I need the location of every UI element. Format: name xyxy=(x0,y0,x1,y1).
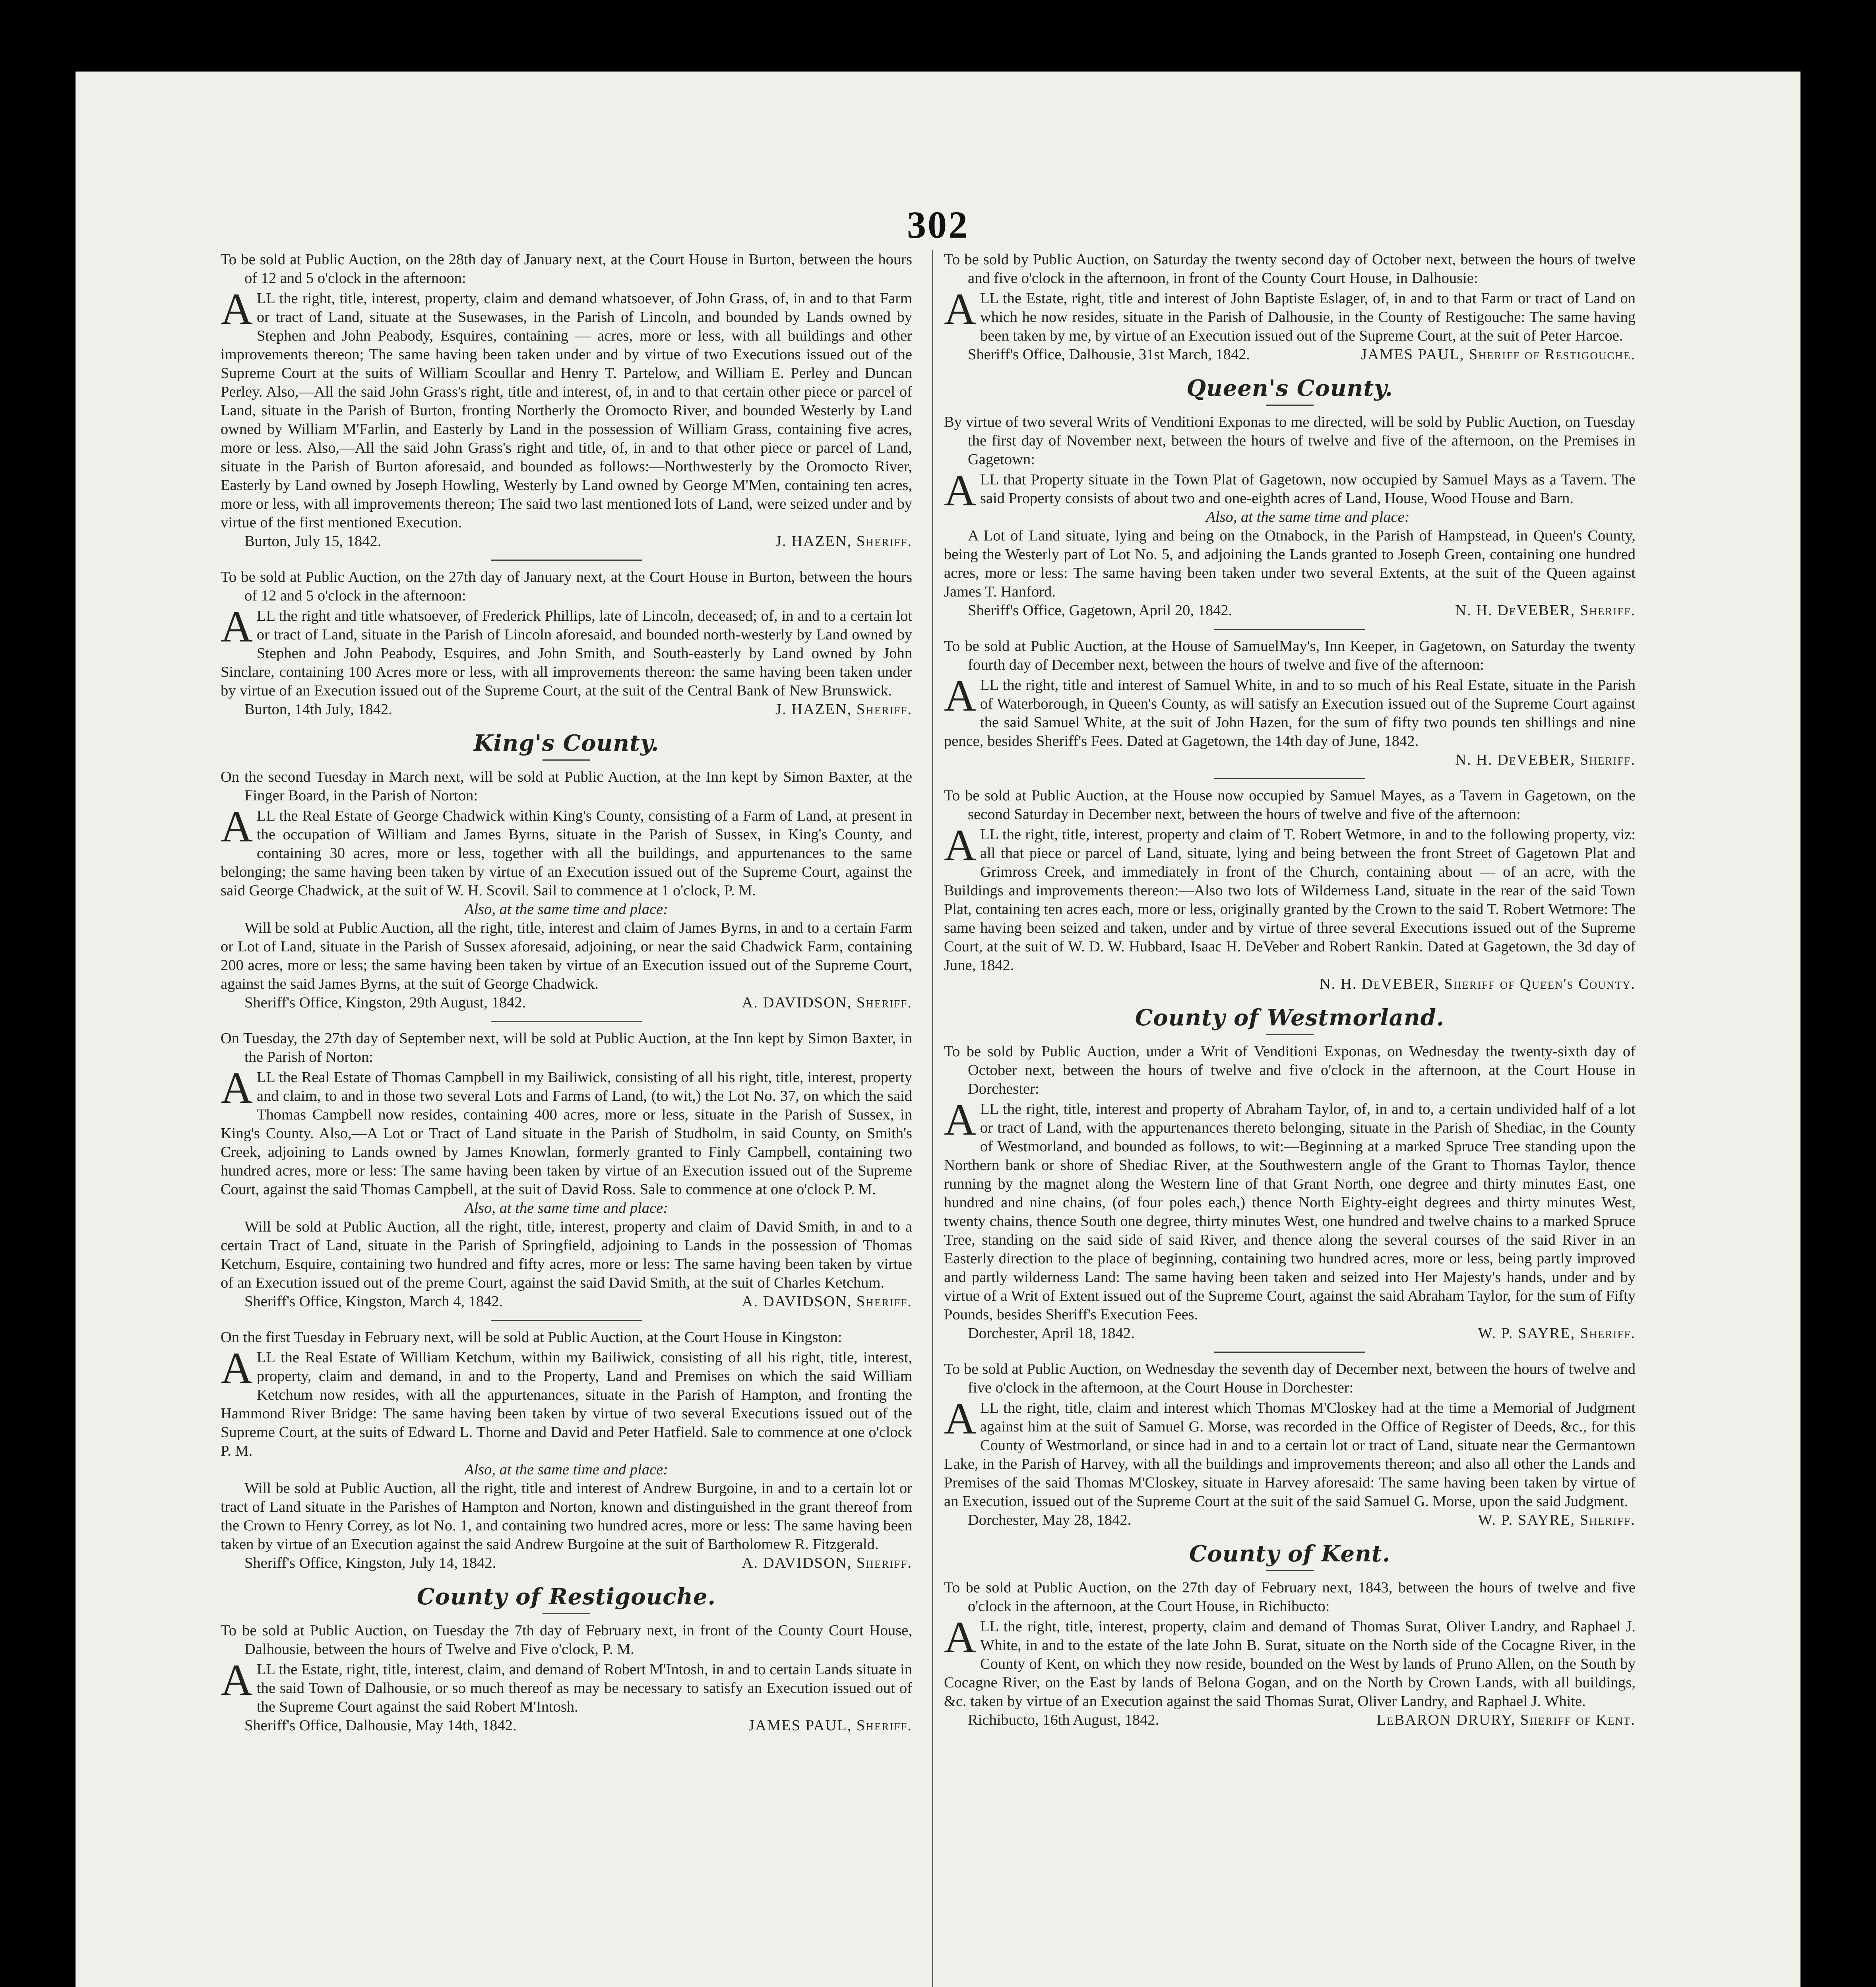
sheriff-signature: A. DAVIDSON, Sheriff. xyxy=(742,994,912,1011)
legal-notice xyxy=(221,1621,912,1735)
newspaper-page xyxy=(76,72,1800,1987)
notice-date: Dorchester, April 18, 1842. xyxy=(968,1325,1135,1342)
notice-intro: To be sold at Public Auction, at the House of SamuelMay's, Inn Keeper, in Gagetown, on Saturday the twenty fourth day of December next, between the hours of twelve and five of the afternoon: xyxy=(944,638,1636,673)
notice-body: ALL the Estate, right, title, interest, claim, and demand of Robert M'Intosh, in and to certain Lands situate in the said Town of Dalhousie, or so much thereof as may be necessary to satisfy an Execution issued out of the Supreme Court against the said Robert M'Intosh. xyxy=(221,1656,912,1715)
notice-extra: Will be sold at Public Auction, all the right, title and interest of Andrew Burgoine, in and to a certain lot or tract of Land situate in the Parishes of Hampton and Norton, known and distinguished in the grant thereof from the Crown to Henry Correy, as lot No. 1, and containing two hundred acres, more or less: The same having been taken by virtue of an Execution against the said Andrew Burgoine at the suit of Bartholomew R. Fitzgerald. xyxy=(221,1480,912,1553)
notice-body: ALL the Real Estate of Thomas Campbell in my Bailiwick, consisting of all his right, title, interest, property and claim, to and in those two several Lots and Farms of Land, (to wit,) the Lot No. 37, on which the said Thomas Campbell now resides, containing 400 acres, more or less, situate in the Parish of Sussex, in King's County. Also,—A Lot or Tract of Land situate in the Parish of Studholm, in said County, on Smith's Creek, adjoining to Lands owned by James Knowlan, formerly granted to Finly Campbell, containing two hundred acres, more or less: The same having been taken by virtue of an Execution issued out of the Supreme Court, against the said Thomas Campbell, at the suit of David Ross. Sale to commence at one o'clock P. M. xyxy=(221,1063,912,1198)
legal-notice xyxy=(944,250,1636,364)
also-line: Also, at the same time and place: xyxy=(464,1461,669,1478)
legal-notice xyxy=(221,1029,912,1311)
page-number: 302 xyxy=(907,203,969,246)
sheriff-signature: N. H. DeVEBER, Sheriff of Queen's County. xyxy=(1319,976,1636,992)
notice-separator xyxy=(1214,1352,1365,1353)
heading-rule xyxy=(543,759,590,761)
legal-notice xyxy=(944,413,1636,620)
notice-intro: To be sold at Public Auction, on Wednesday the seventh day of December next, between the hours of twelve and five o'clock in the afternoon, at the Court House in Dorchester: xyxy=(944,1361,1636,1396)
heading-rule xyxy=(1266,1570,1314,1571)
notice-body: ALL the right, title, interest, property, claim and demand whatsoever, of John Grass, of, in and to that Farm or tract of Land, situate at the Susewases, in the Parish of Lincoln, and bounded by Lands owned by Stephen and John Peabody, Esquires, containing — acres, more or less, with all buildings and other improvements thereon; The same having been taken under and by virtue of two Executions issued out of the Supreme Court at the suits of William Scoullar and Henry T. Partelow, and William E. Perley and Duncan Perley. Also,—All the said John Grass's right, title and interest, of, in and to that certain other piece or parcel of Land, situate in the Parish of Burton, fronting Northerly the Oromocto River, and bounded Westerly by Land owned by William M'Farlin, and Easterly by Land in the possession of William Grass, containing five acres, more or less. Also,—All the said John Grass's right and title, of, in and to that other piece or parcel of Land, situate in the Parish of Burton aforesaid, and bounded as follows:—Northwesterly by the Oromocto River, Easterly by Land owned by Joseph Howling, Westerly by Land owned by George M'Men, containing ten acres, more or less, with all improvements thereon; The said two last mentioned lots of Land, were seized under and by virtue of the first mentioned Execution. xyxy=(221,285,912,531)
sheriff-signature: N. H. DeVEBER, Sheriff. xyxy=(1455,751,1636,768)
legal-notice xyxy=(944,786,1636,993)
notice-date: Richibucto, 16th August, 1842. xyxy=(968,1712,1159,1728)
legal-notice xyxy=(221,250,912,551)
sheriff-signature: J. HAZEN, Sheriff. xyxy=(775,701,912,718)
notice-intro: On the second Tuesday in March next, will be sold at Public Auction, at the Inn kept by Simon Baxter, at the Finger Board, in the Parish of Norton: xyxy=(221,769,912,804)
notice-intro: By virtue of two several Writs of Venditioni Exponas to me directed, will be sold by Public Auction, on Tuesday the first day of November next, between the hours of twelve and five of the afternoon, on the Premises in Gagetown: xyxy=(944,414,1636,468)
notice-intro: On Tuesday, the 27th day of September next, will be sold at Public Auction, at the Inn kept by Simon Baxter, in the Parish of Norton: xyxy=(221,1030,912,1065)
notice-date: Burton, 14th July, 1842. xyxy=(244,701,392,718)
signature-row xyxy=(944,1711,1636,1729)
notice-extra: A Lot of Land situate, lying and being on the Otnabock, in the Parish of Hampstead, in Queen's County, being the Westerly part of Lot No. 5, and adjoining the Lands granted to Joseph Green, containing one hundred acres, more or less: The same having been taken under two several Extents, at the suit of the Queen against James T. Hanford. xyxy=(944,527,1636,600)
legal-notice xyxy=(944,1360,1636,1530)
notice-intro: To be sold at Public Auction, on the 28th day of January next, at the Court House in Burton, between the hours of 12 and 5 o'clock in the afternoon: xyxy=(221,251,912,287)
heading-rule xyxy=(1266,405,1314,406)
signature-row xyxy=(944,1324,1636,1343)
notice-date: Sheriff's Office, Kingston, July 14, 1842. xyxy=(244,1555,496,1571)
right-column xyxy=(944,250,1636,1987)
notice-date: Dorchester, May 28, 1842. xyxy=(968,1512,1132,1528)
notice-body: ALL the right, title, interest, property and claim of T. Robert Wetmore, in and to the following property, viz: all that piece or parcel of Land, situate, lying and being between the front Street of Gagetown Plat and Grimross Creek, and immediately in front of the Church, containing about — of an acre, with the Buildings and improvements thereon:—Also two lots of Wilderness Land, situate in the rear of the said Town Plat, containing ten acres each, more or less, originally granted by the Crown to the said T. Robert Wetmore: The same having been seized and taken, under and by virtue of three several Executions issued out of the Supreme Court, at the suit of W. D. W. Hubbard, Isaac H. DeVeber and Robert Rankin. Dated at Gagetown, the 3d day of June, 1842. xyxy=(944,821,1636,974)
also-line: Also, at the same time and place: xyxy=(464,901,669,918)
notice-separator xyxy=(491,560,642,561)
notice-date: Burton, July 15, 1842. xyxy=(244,533,382,550)
heading-rule xyxy=(543,1613,590,1614)
notice-body: ALL the right, title, interest, property, claim and demand of Thomas Surat, Oliver Landry, and Raphael J. White, in and to the estate of the late John B. Surat, situate on the North side of the Cocagne River, in the County of Kent, on which they now reside, bounded on the West by lands of Pruno Allen, on the South by Cocagne River, on the East by lands of Belona Gogan, and on the North by Crown Lands, with all buildings, &c. taken by virtue of an Execution against the said Thomas Surat, Oliver Landry, and Raphael J. White. xyxy=(944,1613,1636,1710)
notice-intro: To be sold by Public Auction, under a Writ of Venditioni Exponas, on Wednesday the twenty-sixth day of October next, between the hours of twelve and five o'clock in the afternoon, at the Court House in Dorchester: xyxy=(944,1043,1636,1097)
notice-body: ALL the Real Estate of George Chadwick within King's County, consisting of a Farm of Land, at present in the occupation of William and James Byrns, situate in the Parish of Sussex, in King's County, and containing 30 acres, more or less, together with all the buildings, and appurtenances to the same belonging; the same having been taken by virtue of an Execution issued out of the Supreme Court, against the said George Chadwick, at the suit of W. H. Scovil. Sail to commence at 1 o'clock, P. M. xyxy=(221,802,912,899)
notice-extra: Will be sold at Public Auction, all the right, title, interest and claim of James Byrns, in and to a certain Farm or Lot of Land, situate in the Parish of Sussex aforesaid, adjoining, or near the said Chadwick Farm, containing 200 acres, more or less; the same having been taken by virtue of an Execution issued out of the Supreme Court, against the said James Byrns, at the suit of George Chadwick. xyxy=(221,920,912,992)
sheriff-signature: W. P. SAYRE, Sheriff. xyxy=(1478,1512,1636,1528)
notice-intro: To be sold at Public Auction, on Tuesday the 7th day of February next, in front of the County Court House, Dalhousie, between the hours of Twelve and Five o'clock, P. M. xyxy=(221,1622,912,1658)
sheriff-signature: A. DAVIDSON, Sheriff. xyxy=(742,1293,912,1310)
county-heading: County of Restigouche. xyxy=(417,1584,716,1610)
sheriff-signature: A. DAVIDSON, Sheriff. xyxy=(742,1555,912,1571)
column-divider xyxy=(932,250,933,1987)
signature-row xyxy=(221,993,912,1012)
legal-notice xyxy=(221,768,912,1012)
notice-body: ALL the right and title whatsoever, of Frederick Phillips, late of Lincoln, deceased; of, in and to a certain lot or tract of Land, situate in the Parish of Lincoln aforesaid, and bounded north-westerly by Land owned by Stephen and John Peabody, Esquires, and John Smith, and South-easterly by Land owned by John Sinclare, containing 100 Acres more or less, with all improvements thereon: the same having been taken under by virtue of an Execution issued out of the Supreme Court, at the suit of the Central Bank of New Brunswick. xyxy=(221,602,912,699)
signature-row xyxy=(944,601,1636,620)
notice-separator xyxy=(1214,629,1365,630)
notice-date: Sheriff's Office, Gagetown, April 20, 1842. xyxy=(968,602,1233,619)
notice-body: ALL the right, title, claim and interest which Thomas M'Closkey had at the time a Memorial of Judgment against him at the suit of Samuel G. Morse, was recorded in the Office of Register of Deeds, &c., for this County of Westmorland, or since had in and to a certain lot or tract of Land, situate near the Germantown Lake, in the Parish of Harvey, with all the buildings and improvements thereon; and also all other the Lands and Premises of the said Thomas M'Closkey, situate in Harvey aforesaid: The same having been taken by virtue of an Execution, issued out of the Supreme Court at the suit of the said Samuel G. Morse, upon the said Judgment. xyxy=(944,1394,1636,1510)
notice-extra: Will be sold at Public Auction, all the right, title, interest, property and claim of David Smith, in and to a certain Tract of Land, situate in the Parish of Springfield, adjoining to Lands in the possession of Thomas Ketchum, Esquire, containing two hundred and fifty acres, more or less: The same having been taken by virtue of an Execution issued out of the preme Court, against the said David Smith, at the suit of Charles Ketchum. xyxy=(221,1218,912,1291)
notice-separator xyxy=(491,1021,642,1022)
notice-body: ALL the right, title, interest and property of Abraham Taylor, of, in and to, a certain undivided half of a lot or tract of Land, with the appurtenances thereto belonging, situate in the Parish of Shediac, in the County of Westmorland, and bounded as follows, to wit:—Beginning at a marked Spruce Tree standing upon the Northern bank or shore of Shediac River, at the Southwestern angle of the Grant to Thomas Taylor, thence running by the magnet along the Western line of that Grant North, one degree and thirty minutes East, one hundred and nine chains, (of four poles each,) thence North Eighty-eight degrees and thirty minutes West, twenty chains, thence South one degree, thirty minutes West, one hundred and twelve chains to a marked Spruce Tree, standing on the said side of said River, and thence along the several courses of the said River in an Easterly direction to the place of beginning, containing two hundred acres, more or less, being partly improved and partly wilderness Land: The same having been taken and seized into Her Majesty's hands, under and by virtue of a Writ of Extent issued out of the Supreme Court, against the said Abraham Taylor, for the sum of Fifty Pounds, besides Sheriff's Execution Fees. xyxy=(944,1095,1636,1323)
signature-row xyxy=(221,1292,912,1311)
legal-notice xyxy=(221,568,912,719)
sheriff-signature: N. H. DeVEBER, Sheriff. xyxy=(1455,602,1636,619)
notice-intro: To be sold at Public Auction, on the 27th day of January next, at the Court House in Burton, between the hours of 12 and 5 o'clock in the afternoon: xyxy=(221,569,912,604)
signature-row xyxy=(944,345,1636,364)
signature-row xyxy=(221,532,912,551)
county-heading: Queen's County. xyxy=(1186,375,1393,401)
notice-intro: On the first Tuesday in February next, will be sold at Public Auction, at the Court House in Kingston: xyxy=(221,1329,842,1346)
left-column xyxy=(221,250,912,1987)
notice-date: Sheriff's Office, Kingston, 29th August, 1842. xyxy=(244,994,526,1011)
also-line: Also, at the same time and place: xyxy=(1206,509,1410,525)
signature-row xyxy=(221,1716,912,1735)
county-heading: King's County. xyxy=(473,730,659,756)
notice-body: ALL that Property situate in the Town Plat of Gagetown, now occupied by Samuel Mays as a Tavern. The said Property consists of about two and one-eighth acres of Land, House, Wood House and Barn. xyxy=(944,466,1636,515)
notice-separator xyxy=(1214,778,1365,779)
county-heading: County of Kent. xyxy=(1189,1541,1391,1567)
notice-date: Sheriff's Office, Dalhousie, May 14th, 1842. xyxy=(244,1717,517,1734)
notice-body: ALL the right, title and interest of Samuel White, in and to so much of his Real Estate, situate in the Parish of Waterborough, in Queen's County, as will satisfy an Execution issued out of the Supreme Court against the said Samuel White, at the suit of John Hazen, for the sum of fifty two pounds ten shillings and nine pence, besides Sheriff's Fees. Dated at Gagetown, the 14th day of June, 1842. xyxy=(944,671,1636,749)
sheriff-signature: JAMES PAUL, Sheriff of Restigouche. xyxy=(1361,346,1636,363)
sheriff-signature: JAMES PAUL, Sheriff. xyxy=(748,1717,912,1734)
notice-separator xyxy=(491,1320,642,1321)
legal-notice xyxy=(944,637,1636,769)
notice-date: Sheriff's Office, Dalhousie, 31st March, 1842. xyxy=(968,346,1250,363)
notice-intro: To be sold at Public Auction, at the House now occupied by Samuel Mayes, as a Tavern in Gagetown, on the second Saturday in December next, between the hours of twelve and five of the afternoon: xyxy=(944,787,1636,823)
notice-body: ALL the Estate, right, title and interest of John Baptiste Eslager, of, in and to that Farm or tract of Land on which he now resides, situate in the Parish of Dalhousie, in the County of Restigouche: The same having been taken by me, by virtue of an Execution issued out of the Supreme Court, at the suit of Peter Harcoe. xyxy=(944,285,1636,344)
notice-intro: To be sold by Public Auction, on Saturday the twenty second day of October next, between the hours of twelve and five o'clock in the afternoon, in front of the County Court House, in Dalhousie: xyxy=(944,251,1636,287)
sheriff-signature: J. HAZEN, Sheriff. xyxy=(775,533,912,550)
sheriff-signature: LeBARON DRURY, Sheriff of Kent. xyxy=(1376,1712,1636,1728)
legal-notice xyxy=(221,1328,912,1573)
legal-notice xyxy=(944,1042,1636,1343)
sheriff-signature: W. P. SAYRE, Sheriff. xyxy=(1478,1325,1636,1342)
legal-notice xyxy=(944,1578,1636,1729)
signature-row xyxy=(944,1511,1636,1530)
heading-rule xyxy=(1266,1034,1314,1035)
county-heading: County of Westmorland. xyxy=(1135,1005,1445,1031)
notice-date: Sheriff's Office, Kingston, March 4, 1842. xyxy=(244,1293,503,1310)
notice-body: ALL the Real Estate of William Ketchum, within my Bailiwick, consisting of all his right, title, interest, property, claim and demand, in and to the Property, Land and Premises on which the said William Ketchum now resides, with all the appurtenances, situate in the Parish of Hampton, and fronting the Hammond River Bridge: The same having been taken by virtue of two several Executions issued out of the Supreme Court, at the suits of Edward L. Thorne and David and Peter Hatfield. Sale to commence at one o'clock P. M. xyxy=(221,1344,912,1459)
signature-row xyxy=(221,1554,912,1573)
notice-intro: To be sold at Public Auction, on the 27th day of February next, 1843, between the hours of twelve and five o'clock in the afternoon, at the Court House, in Richibucto: xyxy=(944,1579,1636,1615)
also-line: Also, at the same time and place: xyxy=(464,1200,669,1216)
signature-row xyxy=(221,700,912,719)
